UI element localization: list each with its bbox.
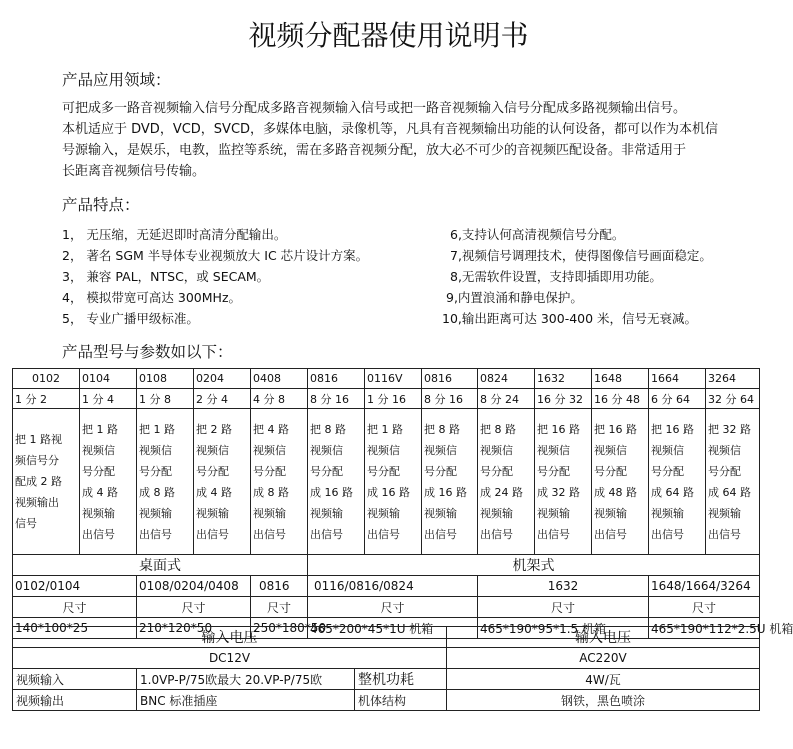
application-heading: 产品应用领域：	[62, 71, 171, 89]
model-ratio: 1 分 4	[80, 389, 137, 409]
desc-line: 把 4 路	[253, 422, 289, 436]
desc-line: 成 4 路	[196, 485, 232, 499]
voltage-label-row	[13, 627, 760, 648]
rack-voltage-label: 输入电压	[447, 627, 760, 648]
desc-line: 把 16 路	[651, 422, 694, 436]
size-label: 尺寸	[478, 597, 649, 618]
feature-item: 10,输出距离可达 300-400 米，信号无衰减。	[442, 311, 698, 326]
desc-line: 把 32 路	[708, 422, 751, 436]
feature-item: 5， 专业广播甲级标准。	[62, 311, 199, 326]
group-models: 1648/1664/3264	[649, 576, 760, 597]
group-models: 0116/0816/0824	[308, 576, 478, 597]
desc-line: 视频输	[424, 506, 457, 520]
model-description	[592, 409, 649, 555]
desc-line: 成 16 路	[367, 485, 410, 499]
model-description	[194, 409, 251, 555]
group-row	[13, 555, 760, 576]
model-code: 0204	[194, 369, 251, 389]
desc-line: 把 1 路	[367, 422, 403, 436]
model-ratio-row	[13, 389, 760, 409]
desktop-group-label: 桌面式	[13, 555, 308, 576]
model-code: 0108	[137, 369, 194, 389]
feature-item: 4， 模拟带宽可高达 300MHz。	[62, 290, 242, 305]
model-description	[706, 409, 760, 555]
desc-line: 出信号	[82, 527, 115, 541]
size-label: 尺寸	[649, 597, 760, 618]
desc-line: 号分配	[196, 464, 229, 478]
video-in-label: 视频输入	[13, 669, 137, 690]
desc-line: 视频输	[196, 506, 229, 520]
desc-line: 出信号	[367, 527, 400, 541]
group-models: 0816	[251, 576, 308, 597]
size-value: 465*190*95*1.5 机箱	[478, 618, 649, 639]
feature-item: 7,视频信号调理技术，使得图像信号画面稳定。	[450, 248, 712, 263]
desc-line: 出信号	[480, 527, 513, 541]
application-line: 本机适应于 DVD，VCD，SVCD，多媒体电脑，录像机等，凡具有音视频输出功能的认何设备，都可以作为本机信	[62, 122, 719, 137]
desc-line: 号分配	[537, 464, 570, 478]
model-description-row	[13, 409, 760, 555]
desc-line: 把 8 路	[310, 422, 346, 436]
desc-line: 视频信	[537, 443, 570, 457]
desc-line: 成 24 路	[480, 485, 523, 499]
desc-line: 出信号	[310, 527, 343, 541]
model-code: 0824	[478, 369, 535, 389]
model-description	[137, 409, 194, 555]
desc-line: 成 64 路	[708, 485, 751, 499]
desc-line: 视频输	[651, 506, 684, 520]
size-value: 250*180*50	[251, 618, 308, 639]
desc-line: 成 8 路	[139, 485, 175, 499]
model-ratio: 8 分 16	[422, 389, 478, 409]
model-ratio: 4 分 8	[251, 389, 308, 409]
feature-item: 9,内置浪涌和静电保护。	[446, 290, 583, 305]
desc-line: 成 8 路	[253, 485, 289, 499]
model-ratio: 16 分 48	[592, 389, 649, 409]
features-heading: 产品特点：	[62, 196, 140, 214]
model-code: 1632	[535, 369, 592, 389]
desc-line: 把 16 路	[594, 422, 637, 436]
desc-line: 频信号分	[15, 454, 59, 467]
model-ratio: 1 分 8	[137, 389, 194, 409]
desc-line: 号分配	[367, 464, 400, 478]
model-code: 3264	[706, 369, 760, 389]
desc-line: 号分配	[253, 464, 286, 478]
feature-item: 8,无需软件设置，支持即插即用功能。	[450, 269, 662, 284]
desc-line: 视频输	[594, 506, 627, 520]
desc-line: 出信号	[651, 527, 684, 541]
desc-line: 视频信	[651, 443, 684, 457]
video-out-label: 视频输出	[13, 690, 137, 711]
desc-line: 出信号	[537, 527, 570, 541]
desc-line: 视频信	[480, 443, 513, 457]
desc-line: 视频信	[594, 443, 627, 457]
document-title: 视频分配器使用说明书	[248, 19, 529, 52]
size-label: 尺寸	[308, 597, 478, 618]
model-ratio: 1 分 2	[13, 389, 80, 409]
group-models: 1632	[478, 576, 649, 597]
application-line: 号源输入，是娱乐，电教，监控等系统，需在多路音视频分配，放大必不可少的音视频匹配设备。非常适用于	[62, 143, 687, 158]
desc-line: 出信号	[424, 527, 457, 541]
feature-item: 1， 无压缩，无延迟即时高清分配输出。	[62, 227, 287, 242]
model-description	[478, 409, 535, 555]
desc-line: 视频输	[367, 506, 400, 520]
desc-line: 号分配	[651, 464, 684, 478]
desc-line: 出信号	[708, 527, 741, 541]
model-description	[80, 409, 137, 555]
group-models-row	[13, 576, 760, 597]
desc-line: 把 2 路	[196, 422, 232, 436]
video-in-row	[13, 669, 760, 690]
model-code: 1664	[649, 369, 706, 389]
model-code: 0816	[308, 369, 365, 389]
consumption-label: 整机功耗	[355, 669, 447, 690]
application-line: 长距离音视频信号传输。	[62, 164, 206, 179]
desc-line: 视频信	[82, 443, 115, 457]
model-description	[308, 409, 365, 555]
application-line: 可把成多一路音视频输入信号分配成多路音视频输入信号或把一路音视频输入信号分配成多路视频输出信号。	[62, 101, 687, 116]
desc-line: 出信号	[253, 527, 286, 541]
desc-line: 把 8 路	[480, 422, 516, 436]
size-value: 465*200*45*1U 机箱	[308, 618, 478, 639]
model-ratio: 6 分 64	[649, 389, 706, 409]
model-ratio: 8 分 16	[308, 389, 365, 409]
desc-line: 成 16 路	[310, 485, 353, 499]
desc-line: 视频信	[424, 443, 457, 457]
size-value: 465*190*112*2.5U 机箱	[649, 618, 760, 639]
desc-line: 号分配	[424, 464, 457, 478]
desc-line: 号分配	[480, 464, 513, 478]
desc-line: 视频输出	[15, 496, 59, 509]
video-in-value: 1.0VP-P/75欧最大 20.VP-P/75欧	[137, 669, 355, 690]
desktop-voltage-label: 输入电压	[13, 627, 447, 648]
application-text	[62, 98, 742, 182]
model-ratio: 1 分 16	[365, 389, 422, 409]
desc-line: 视频信	[708, 443, 741, 457]
structure-label: 机体结构	[355, 690, 447, 711]
desc-line: 信号	[15, 517, 37, 530]
feature-item: 2， 著名 SGM 半导体专业视频放大 IC 芯片设计方案。	[62, 248, 369, 263]
desc-line: 视频信	[253, 443, 286, 457]
model-code: 1648	[592, 369, 649, 389]
desktop-voltage-value: DC12V	[13, 648, 447, 669]
desc-line: 成 64 路	[651, 485, 694, 499]
desc-line: 号分配	[708, 464, 741, 478]
desc-line: 号分配	[310, 464, 343, 478]
desc-line: 号分配	[82, 464, 115, 478]
group-models: 0102/0104	[13, 576, 137, 597]
group-models: 0108/0204/0408	[137, 576, 251, 597]
model-ratio: 2 分 4	[194, 389, 251, 409]
rack-voltage-value: AC220V	[447, 648, 760, 669]
desc-line: 视频输	[139, 506, 172, 520]
desc-line: 视频输	[537, 506, 570, 520]
desc-line: 视频输	[480, 506, 513, 520]
feature-item: 6,支持认何高清视频信号分配。	[450, 227, 625, 242]
video-out-row	[13, 690, 760, 711]
desc-line: 把 1 路	[139, 422, 175, 436]
structure-value: 钢铁，黑色喷涂	[447, 690, 760, 711]
size-label: 尺寸	[137, 597, 251, 618]
desc-line: 视频信	[196, 443, 229, 457]
desc-line: 视频信	[139, 443, 172, 457]
model-description	[13, 409, 80, 555]
size-label: 尺寸	[13, 597, 137, 618]
size-value: 140*100*25	[13, 618, 137, 639]
desc-line: 号分配	[594, 464, 627, 478]
model-description	[649, 409, 706, 555]
power-spec-table	[12, 626, 760, 711]
size-label: 尺寸	[251, 597, 308, 618]
model-code: 0408	[251, 369, 308, 389]
desc-line: 配成 2 路	[15, 475, 62, 488]
desc-line: 成 32 路	[537, 485, 580, 499]
desc-line: 视频输	[82, 506, 115, 520]
voltage-value-row	[13, 648, 760, 669]
desc-line: 视频输	[310, 506, 343, 520]
model-code: 0116V	[365, 369, 422, 389]
desc-line: 把 1 路视	[15, 433, 62, 446]
desc-line: 把 8 路	[424, 422, 460, 436]
model-description	[422, 409, 478, 555]
desc-line: 视频输	[708, 506, 741, 520]
model-ratio: 16 分 32	[535, 389, 592, 409]
size-label-row	[13, 597, 760, 618]
model-code: 0104	[80, 369, 137, 389]
models-heading: 产品型号与参数如以下：	[62, 343, 233, 361]
desc-line: 视频信	[310, 443, 343, 457]
model-ratio: 32 分 64	[706, 389, 760, 409]
desc-line: 把 1 路	[82, 422, 118, 436]
consumption-value: 4W/瓦	[447, 669, 760, 690]
desc-line: 号分配	[139, 464, 172, 478]
model-code: 0816	[422, 369, 478, 389]
model-code: 0102	[13, 369, 80, 389]
model-description	[251, 409, 308, 555]
desc-line: 出信号	[594, 527, 627, 541]
desc-line: 把 16 路	[537, 422, 580, 436]
video-out-value: BNC 标准插座	[137, 690, 355, 711]
desc-line: 成 16 路	[424, 485, 467, 499]
desc-line: 成 48 路	[594, 485, 637, 499]
model-code-row	[13, 369, 760, 389]
models-table	[12, 368, 793, 639]
desc-line: 出信号	[196, 527, 229, 541]
desc-line: 成 4 路	[82, 485, 118, 499]
model-ratio: 8 分 24	[478, 389, 535, 409]
model-description	[365, 409, 422, 555]
desc-line: 视频信	[367, 443, 400, 457]
model-description	[535, 409, 592, 555]
size-value: 210*120*50	[137, 618, 251, 639]
desc-line: 视频输	[253, 506, 286, 520]
rack-group-label: 机架式	[308, 555, 760, 576]
feature-item: 3， 兼容 PAL，NTSC，或 SECAM。	[62, 269, 270, 284]
desc-line: 出信号	[139, 527, 172, 541]
